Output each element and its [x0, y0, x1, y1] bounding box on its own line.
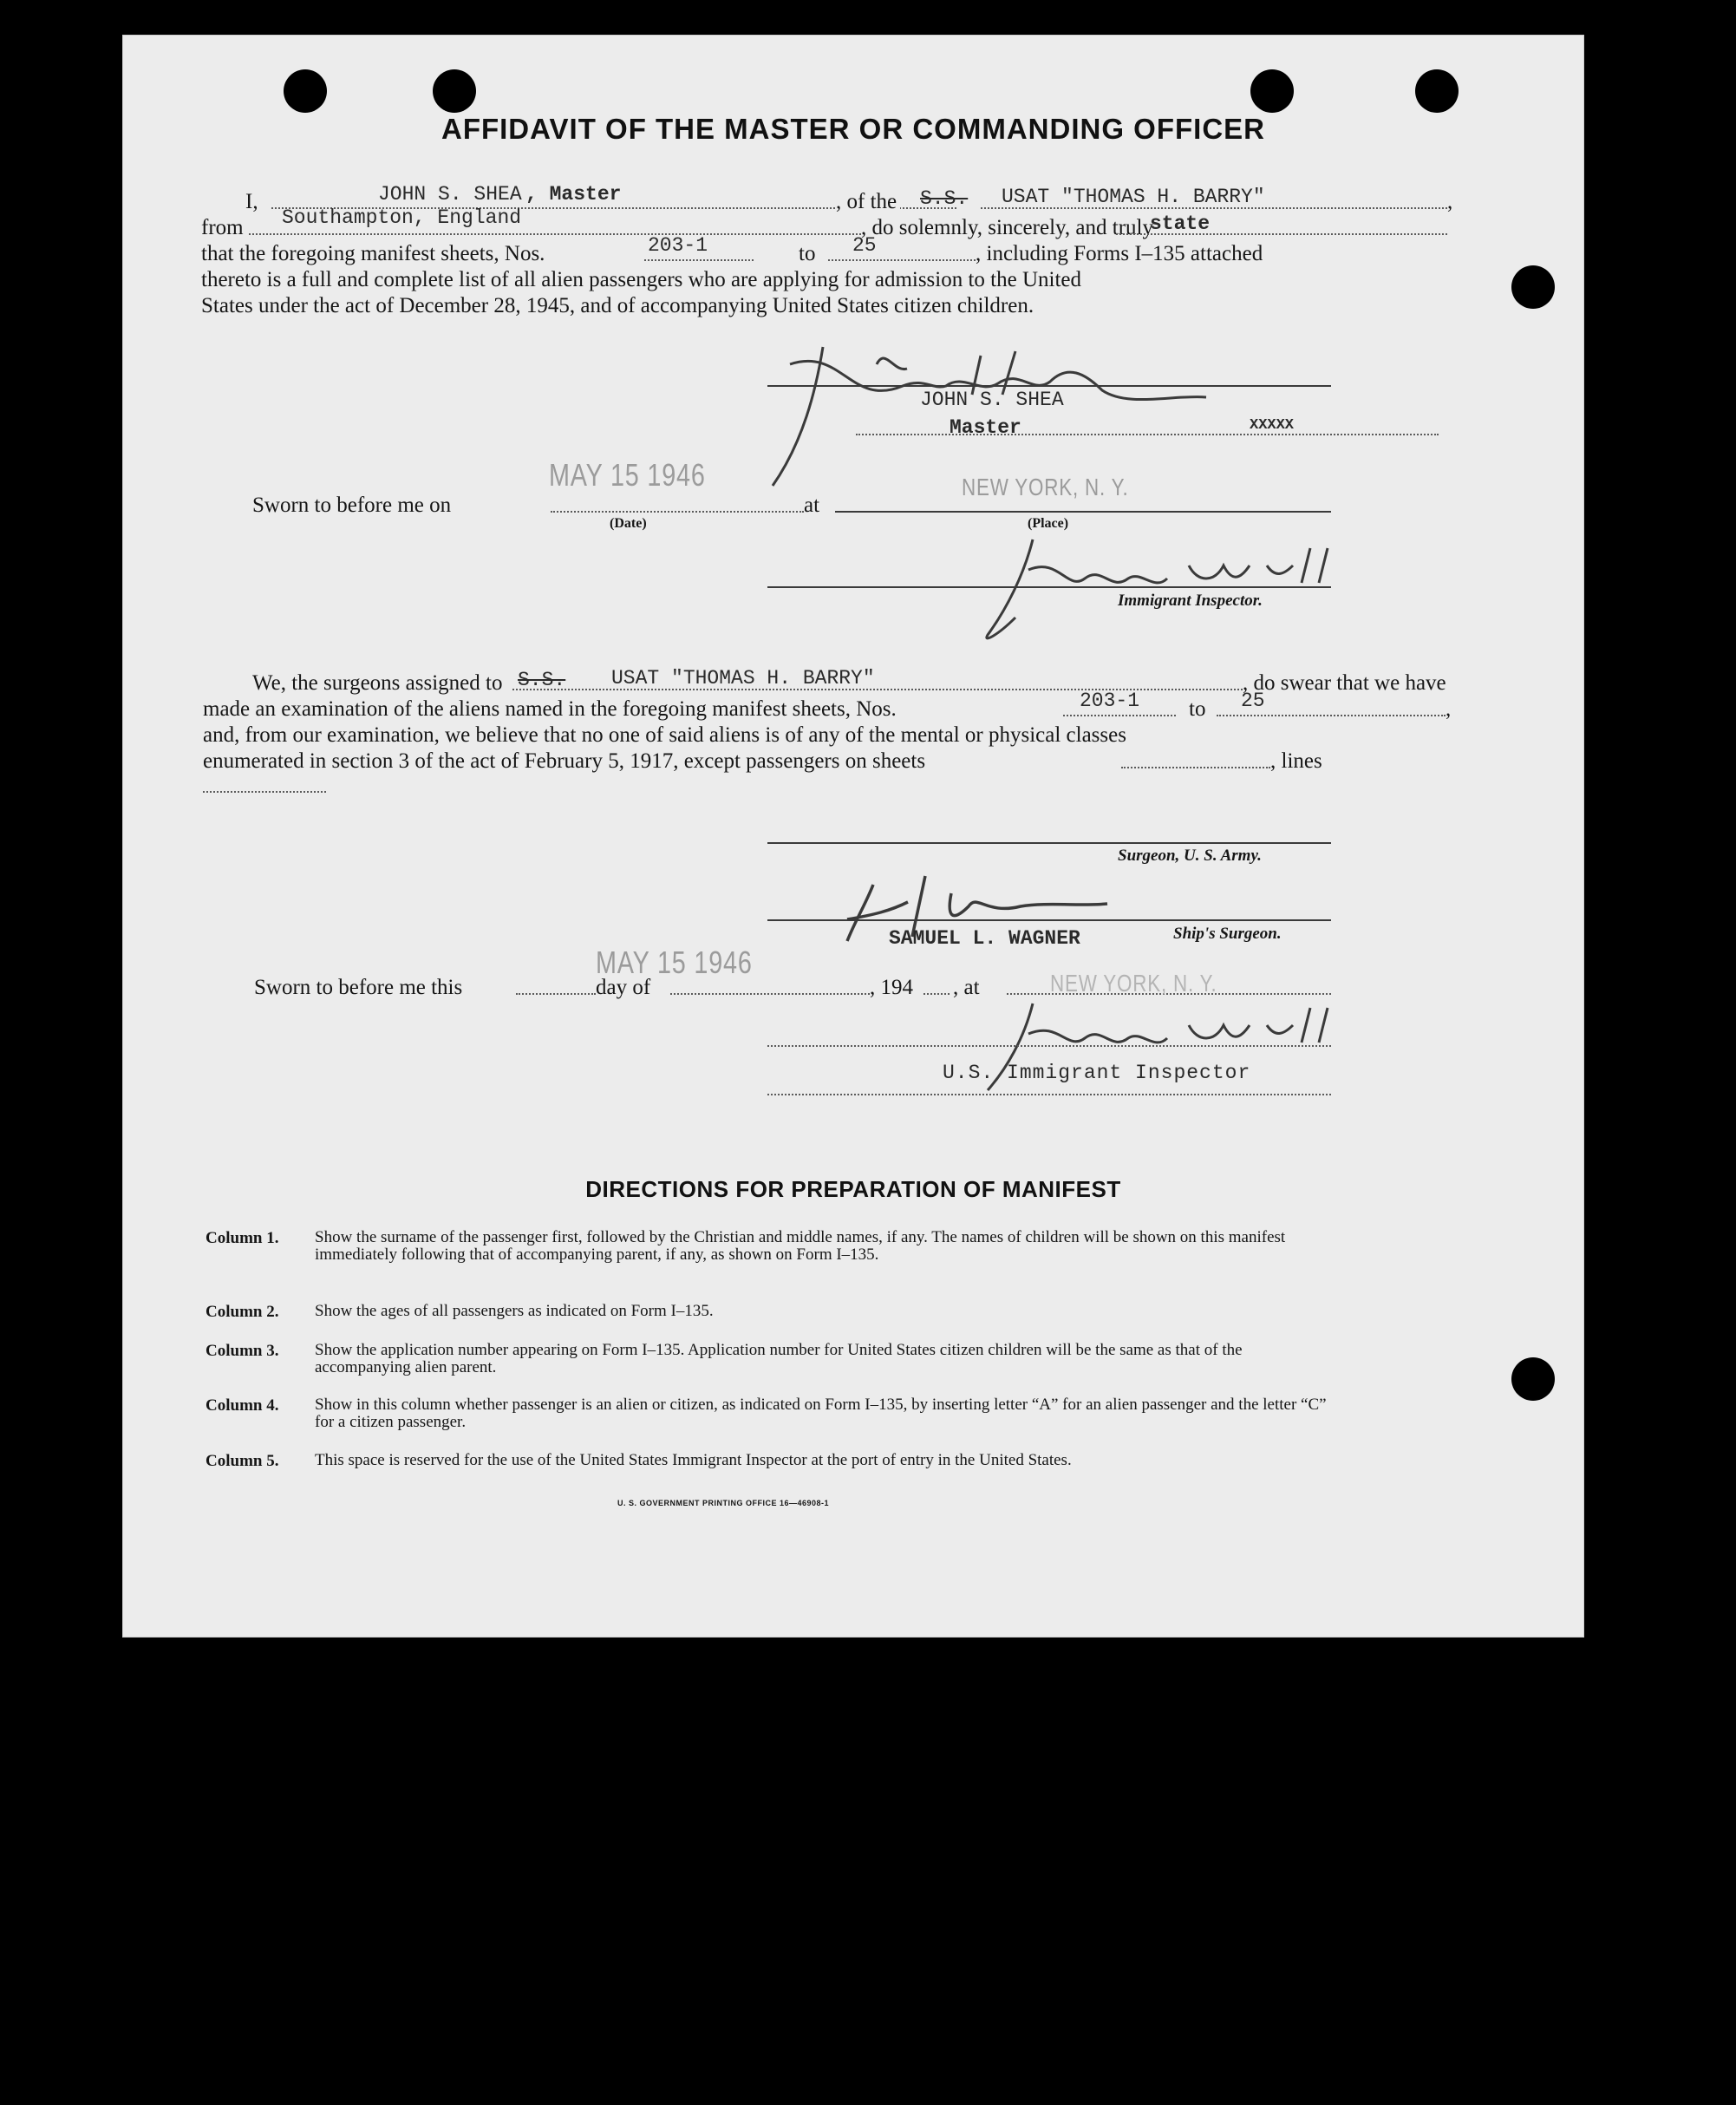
fill-line: [644, 259, 754, 261]
vessel-name: USAT "THOMAS H. BARRY": [1002, 186, 1265, 208]
from-port: Southampton, England: [282, 206, 522, 229]
signer-name: JOHN S. SHEA: [920, 389, 1064, 411]
sheet-to: 25: [1241, 690, 1265, 712]
affidavit-text: I,: [245, 190, 258, 213]
at-text: , at: [953, 976, 980, 999]
sheet-to: 25: [852, 234, 877, 257]
surgeons-text: enumerated in section 3 of the act of February 5, 1917, except passengers on sheets: [203, 749, 926, 773]
place-stamp: NEW YORK, N. Y.: [962, 474, 1129, 500]
inspector-line: [767, 1045, 1331, 1047]
punch-hole: [1415, 69, 1459, 113]
fill-line: [1121, 767, 1270, 768]
affidavit-text: to: [799, 242, 816, 265]
fill-line: [1063, 715, 1176, 716]
column-text: This space is reserved for the use of the United States Immigrant Inspector at the port of entry in the United States.: [315, 1451, 1072, 1469]
date-stamp: MAY 15 1946: [549, 457, 706, 493]
affidavit-text: , of the: [836, 191, 900, 212]
signature-line: [767, 385, 1331, 387]
year-line: [923, 993, 950, 995]
affidavit-text: , do solemnly, sincerely, and truly: [861, 216, 1153, 239]
affidavit-title: AFFIDAVIT OF THE MASTER OR COMMANDING OFFICER: [441, 113, 1265, 145]
struck-ss: S.S.: [920, 187, 969, 210]
surgeons-text: , do swear that we have: [1243, 671, 1446, 695]
surgeons-text: ,: [1446, 697, 1452, 721]
surgeons-text: We, the surgeons assigned to: [252, 671, 503, 695]
inspector-line: [767, 586, 1331, 588]
sworn-at: at: [804, 494, 820, 517]
surgeons-text: , lines: [1270, 749, 1322, 773]
affidavit-text: States under the act of December 28, 1945, and of accompanying United States citizen children.: [201, 294, 1034, 317]
column-label: Column 4.: [206, 1396, 279, 1415]
column-label: Column 3.: [206, 1342, 279, 1360]
punch-hole: [284, 69, 327, 113]
inspector-typed: U.S. Immigrant Inspector: [943, 1062, 1251, 1084]
month-line: [670, 993, 870, 995]
affidavit-text: that the foregoing manifest sheets, Nos.: [201, 242, 545, 265]
master-name: JOHN S. SHEA: [378, 183, 522, 206]
fill-line: [1217, 715, 1446, 716]
surgeons-text: and, from our examination, we believe that no one of said aliens is of any of the mental or physical classes: [203, 723, 1126, 747]
signature-title-line: [856, 434, 1439, 435]
punch-hole: [1250, 69, 1294, 113]
day-of: day of: [596, 976, 651, 999]
affidavit-text: , including Forms I–135 attached: [976, 242, 1263, 265]
column-label: Column 2.: [206, 1303, 279, 1321]
sheet-from: 203-1: [648, 234, 708, 257]
ship-surgeon-line: [767, 919, 1331, 921]
manifest-page: [122, 35, 1584, 1638]
fill-line: [203, 791, 326, 793]
sworn-label: Sworn to before me on: [252, 494, 452, 517]
sworn-label: Sworn to before me this: [254, 976, 463, 999]
inspector-caption: Immigrant Inspector.: [1118, 592, 1263, 610]
day-line: [516, 993, 596, 995]
punch-hole: [433, 69, 476, 113]
fill-line: [981, 207, 1447, 209]
place-stamp: NEW YORK, N. Y.: [1050, 970, 1217, 997]
army-surgeon-caption: Surgeon, U. S. Army.: [1118, 847, 1262, 865]
signer-struck: XXXXX: [1250, 417, 1295, 434]
punch-hole: [1511, 1357, 1555, 1401]
ship-surgeon-name: SAMUEL L. WAGNER: [889, 927, 1080, 950]
column-text: Show the application number appearing on Form I–135. Application number for United States citizen children will be the same as that of the accompanying alien parent.: [315, 1341, 1243, 1376]
date-caption: (Date): [610, 516, 647, 531]
state-word: state: [1150, 212, 1211, 235]
punch-hole: [1511, 265, 1555, 309]
inspector-signature: [981, 999, 1345, 1103]
affidavit-text: thereto is a full and complete list of all alien passengers who are applying for admission to the United: [201, 268, 1082, 291]
date-stamp: MAY 15 1946: [596, 945, 753, 980]
column-text: Show in this column whether passenger is an alien or citizen, as indicated on Form I–135, by inserting letter “A” for an alien passenger and the letter “C” for a citizen passenger.: [315, 1396, 1327, 1431]
surgeons-text: to: [1189, 697, 1206, 721]
column-label: Column 1.: [206, 1229, 279, 1247]
army-surgeon-line: [767, 842, 1331, 844]
directions-title: DIRECTIONS FOR PREPARATION OF MANIFEST: [585, 1176, 1121, 1202]
struck-ss: S.S.: [518, 669, 566, 691]
master-title: , Master: [525, 183, 622, 206]
sheet-from: 203-1: [1080, 690, 1140, 712]
affidavit-text: from: [201, 216, 244, 239]
ship-surgeon-caption: Ship's Surgeon.: [1173, 925, 1282, 943]
place-line: [835, 511, 1331, 513]
column-text: Show the surname of the passenger first, followed by the Christian and middle names, if any. The names of children will be shown on this manifest immediately following that of accompanying parent, if any, as shown on Form I–135.: [315, 1228, 1286, 1264]
year-text: , 194: [870, 976, 913, 999]
affidavit-text: ,: [1447, 190, 1453, 213]
column-text: Show the ages of all passengers as indicated on Form I–135.: [315, 1302, 714, 1320]
date-line: [551, 511, 804, 513]
place-caption: (Place): [1028, 516, 1069, 531]
printer-line: U. S. GOVERNMENT PRINTING OFFICE 16—46908-1: [617, 1499, 830, 1507]
vessel-name: USAT "THOMAS H. BARRY": [611, 667, 875, 690]
surgeons-text: made an examination of the aliens named in the foregoing manifest sheets, Nos.: [203, 697, 897, 721]
fill-line: [249, 233, 861, 235]
signer-title: Master: [950, 416, 1021, 439]
column-label: Column 5.: [206, 1452, 279, 1470]
fill-line: [828, 259, 976, 261]
inspector-line: [767, 1094, 1331, 1095]
